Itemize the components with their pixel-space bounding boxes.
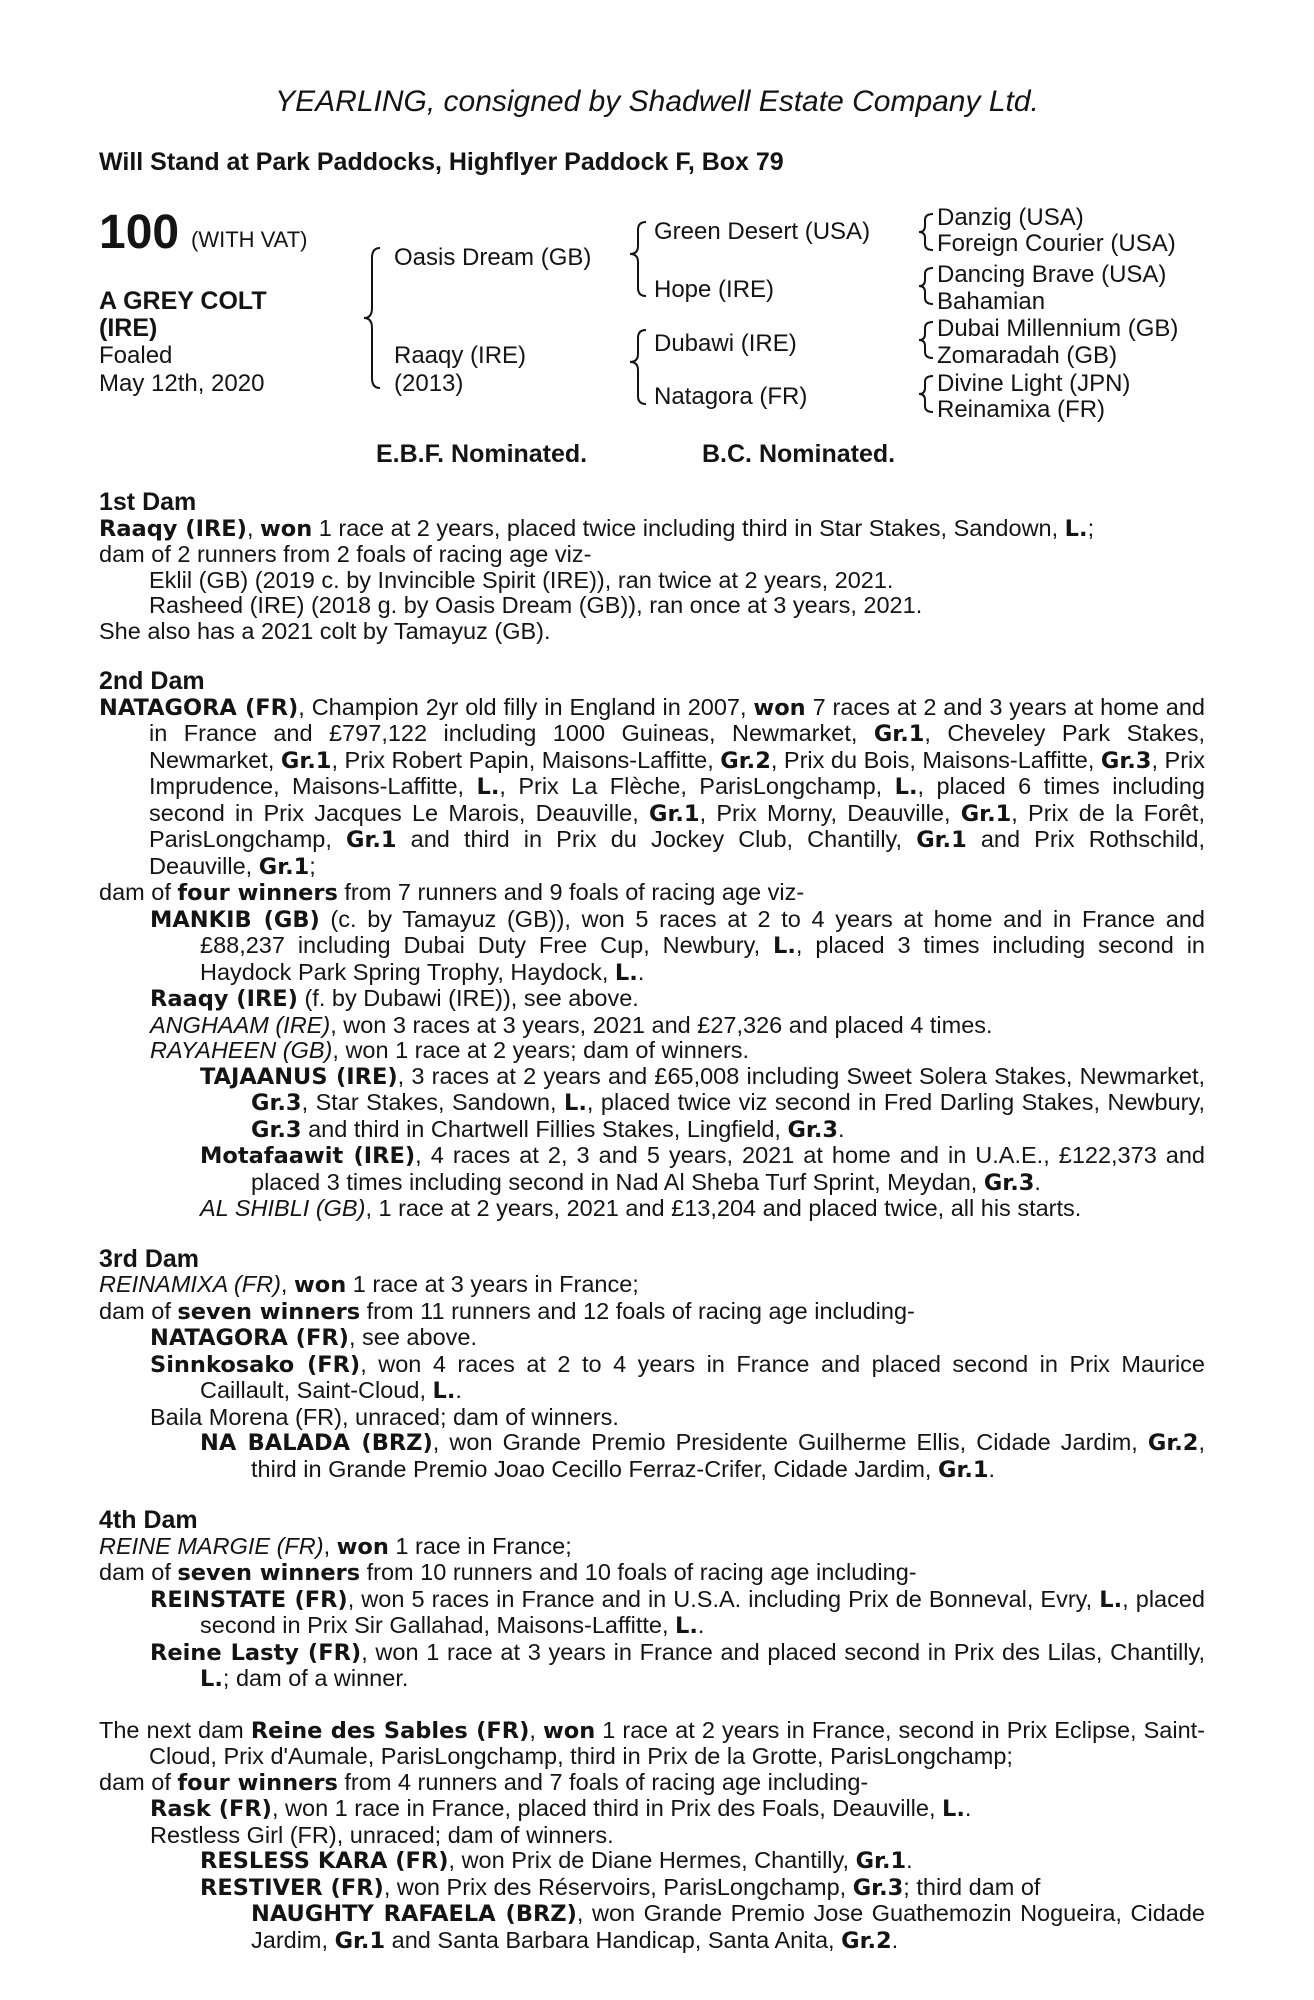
ancestor-2: Foreign Courier (USA): [937, 230, 1176, 257]
produce-na-balada: NA BALADA (BRZ), won Grande Premio Presidente Guilherme Ellis, Cidade Jardim, Gr.2, third in Grande Premio Joao Cecillo Ferraz-Crifer, Cidade Jardim, Gr.1.: [200, 1429, 1205, 1483]
first-dam-produce-intro: dam of 2 runners from 2 foals of racing age viz-: [99, 541, 592, 567]
ancestor-4: Bahamian: [937, 288, 1046, 315]
produce-reinstate: REINSTATE (FR), won 5 races in France and in U.S.A. including Prix de Bonneval, Evry, L., placed second in Prix Sir Gallahad, Maisons-Laffitte, L..: [150, 1585, 1205, 1639]
produce-rasheed: Rasheed (IRE) (2018 g. by Oasis Dream (GB)), ran once at 3 years, 2021.: [149, 592, 923, 618]
ancestor-1: Danzig (USA): [937, 204, 1084, 231]
produce-natagora: NATAGORA (FR), see above.: [150, 1324, 477, 1351]
produce-baila-morena: Baila Morena (FR), unraced; dam of winners.: [150, 1403, 619, 1430]
second-dam-summary: NATAGORA (FR), Champion 2yr old filly in England in 2007, won 7 races at 2 and 3 years at home and in France and £797,122 including 1000 Guineas, Newmarket, Gr.1, Cheveley Park Stakes, Newmarket, Gr.1, Prix Robert Papin, Maisons-Laffitte, Gr.2, Prix du Bois, Maisons-Laffitte, Gr.3, Prix Imprudence, Maisons-Laffitte, L., Prix La Flèche, ParisLongchamp, L., placed 6 times including second in Prix Jacques Le Marois, Deauville, Gr.1, Prix Morny, Deauville, Gr.1, Prix de la Forêt, ParisLongchamp, Gr.1 and third in Prix du Jockey Club, Chantilly, Gr.1 and Prix Rothschild, Deauville, Gr.1;: [99, 693, 1206, 880]
produce-eklil: Eklil (GB) (2019 c. by Invincible Spirit (IRE)), ran twice at 2 years, 2021.: [149, 566, 894, 593]
second-dam-heading: 2nd Dam: [99, 667, 205, 695]
sire-sire: Green Desert (USA): [654, 218, 871, 245]
lot-description-line1: A GREY COLT: [99, 287, 267, 315]
stand-location: Will Stand at Park Paddocks, Highflyer Paddock F, Box 79: [99, 148, 784, 176]
fourth-dam-heading: 4th Dam: [99, 1506, 198, 1534]
catalogue-body: [99, 490, 1205, 1954]
sire: Oasis Dream (GB): [394, 244, 592, 271]
produce-resless-kara: RESLESS KARA (FR), won Prix de Diane Hermes, Chantilly, Gr.1.: [200, 1847, 913, 1874]
produce-restless-girl: Restless Girl (FR), unraced; dam of winners.: [150, 1821, 614, 1848]
produce-rask: Rask (FR), won 1 race in France, placed third in Prix des Foals, Deauville, L..: [150, 1795, 972, 1822]
produce-2021-colt: She also has a 2021 colt by Tamayuz (GB).: [99, 617, 551, 644]
first-dam-heading: 1st Dam: [99, 488, 197, 516]
bc-nomination: B.C. Nominated.: [702, 440, 896, 468]
vat-note: (WITH VAT): [191, 227, 308, 252]
produce-motafaawit: Motafaawit (IRE), 4 races at 2, 3 and 5 years, 2021 at home and in U.A.E., £122,373 and placed 3 times including second in Nad Al Sheba Turf Sprint, Meydan, Gr.3.: [200, 1142, 1206, 1196]
dam-year: (2013): [394, 370, 464, 397]
produce-reine-lasty: Reine Lasty (FR), won 1 race at 3 years in France and placed second in Prix des Lilas, Chantilly, L.; dam of a winner.: [150, 1638, 1206, 1692]
produce-naughty-rafaela: NAUGHTY RAFAELA (BRZ), won Grande Premio Jose Guathemozin Nogueira, Cidade Jardim, Gr.1 and Santa Barbara Handicap, Santa Anita, Gr.2.: [251, 1900, 1205, 1954]
lot-number: 100: [99, 206, 180, 259]
ancestor-8: Reinamixa (FR): [937, 396, 1106, 423]
third-dam-summary: REINAMIXA (FR), won 1 race at 3 years in France;: [99, 1271, 639, 1298]
second-dam-produce-intro: dam of four winners from 7 runners and 9 foals of racing age viz-: [99, 879, 805, 906]
dam: Raaqy (IRE): [394, 342, 527, 369]
page-title: YEARLING, consigned by Shadwell Estate Company Ltd.: [275, 85, 1039, 118]
third-dam-heading: 3rd Dam: [99, 1244, 200, 1273]
ancestor-5: Dubai Millennium (GB): [937, 315, 1179, 342]
lot-description-line2: (IRE): [99, 314, 158, 342]
produce-rayaheen: RAYAHEEN (GB), won 1 race at 2 years; dam of winners.: [150, 1037, 750, 1063]
produce-mankib: MANKIB (GB) (c. by Tamayuz (GB)), won 5 races at 2 to 4 years at home and in France and £88,237 including Dubai Duty Free Cup, Newbury, L., placed 3 times including second in Haydock Park Spring Trophy, Haydock, L..: [150, 905, 1205, 986]
produce-anghaam: ANGHAAM (IRE), won 3 races at 3 years, 2021 and £27,326 and placed 4 times.: [150, 1011, 993, 1038]
third-dam-produce-intro: dam of seven winners from 11 runners and 12 foals of racing age including-: [99, 1297, 915, 1325]
fourth-dam-summary: REINE MARGIE (FR), won 1 race in France;: [99, 1532, 572, 1560]
produce-raaqy: Raaqy (IRE) (f. by Dubawi (IRE)), see above.: [150, 985, 639, 1012]
produce-al-shibli: AL SHIBLI (GB), 1 race at 2 years, 2021 and £13,204 and placed twice, all his starts.: [200, 1195, 1082, 1221]
next-dam-summary: The next dam Reine des Sables (FR), won 1 race at 2 years in France, second in Prix Eclipse, Saint-Cloud, Prix d'Aumale, ParisLongchamp, third in Prix de la Grotte, ParisLongchamp;: [99, 1716, 1205, 1769]
produce-sinnkosako: Sinnkosako (FR), won 4 races at 2 to 4 years in France and placed second in Prix Maurice Caillault, Saint-Cloud, L..: [150, 1350, 1205, 1404]
sire-dam: Hope (IRE): [654, 276, 775, 303]
dam-dam: Natagora (FR): [654, 383, 808, 410]
dam-sire: Dubawi (IRE): [654, 330, 797, 357]
ebf-nomination: E.B.F. Nominated.: [376, 440, 588, 468]
next-dam-produce-intro: dam of four winners from 4 runners and 7 foals of racing age including-: [99, 1768, 869, 1796]
ancestor-3: Dancing Brave (USA): [937, 261, 1167, 288]
ancestor-7: Divine Light (JPN): [937, 370, 1131, 397]
foaled-label: Foaled: [99, 342, 173, 369]
fourth-dam-produce-intro: dam of seven winners from 10 runners and 10 foals of racing age including-: [99, 1559, 917, 1586]
first-dam-summary: Raaqy (IRE), won 1 race at 2 years, placed twice including third in Star Stakes, Sandown, L.;: [99, 514, 1095, 542]
produce-restiver: RESTIVER (FR), won Prix des Réservoirs, ParisLongchamp, Gr.3; third dam of: [200, 1873, 1041, 1901]
produce-tajaanus: TAJAANUS (IRE), 3 races at 2 years and £65,008 including Sweet Solera Stakes, Newmarket, Gr.3, Star Stakes, Sandown, L., placed twice viz second in Fred Darling Stakes, Newbury, Gr.3 and third in Chartwell Fillies Stakes, Lingfield, Gr.3.: [200, 1062, 1205, 1143]
ancestor-6: Zomaradah (GB): [937, 342, 1118, 369]
foaled-date: May 12th, 2020: [99, 370, 265, 397]
